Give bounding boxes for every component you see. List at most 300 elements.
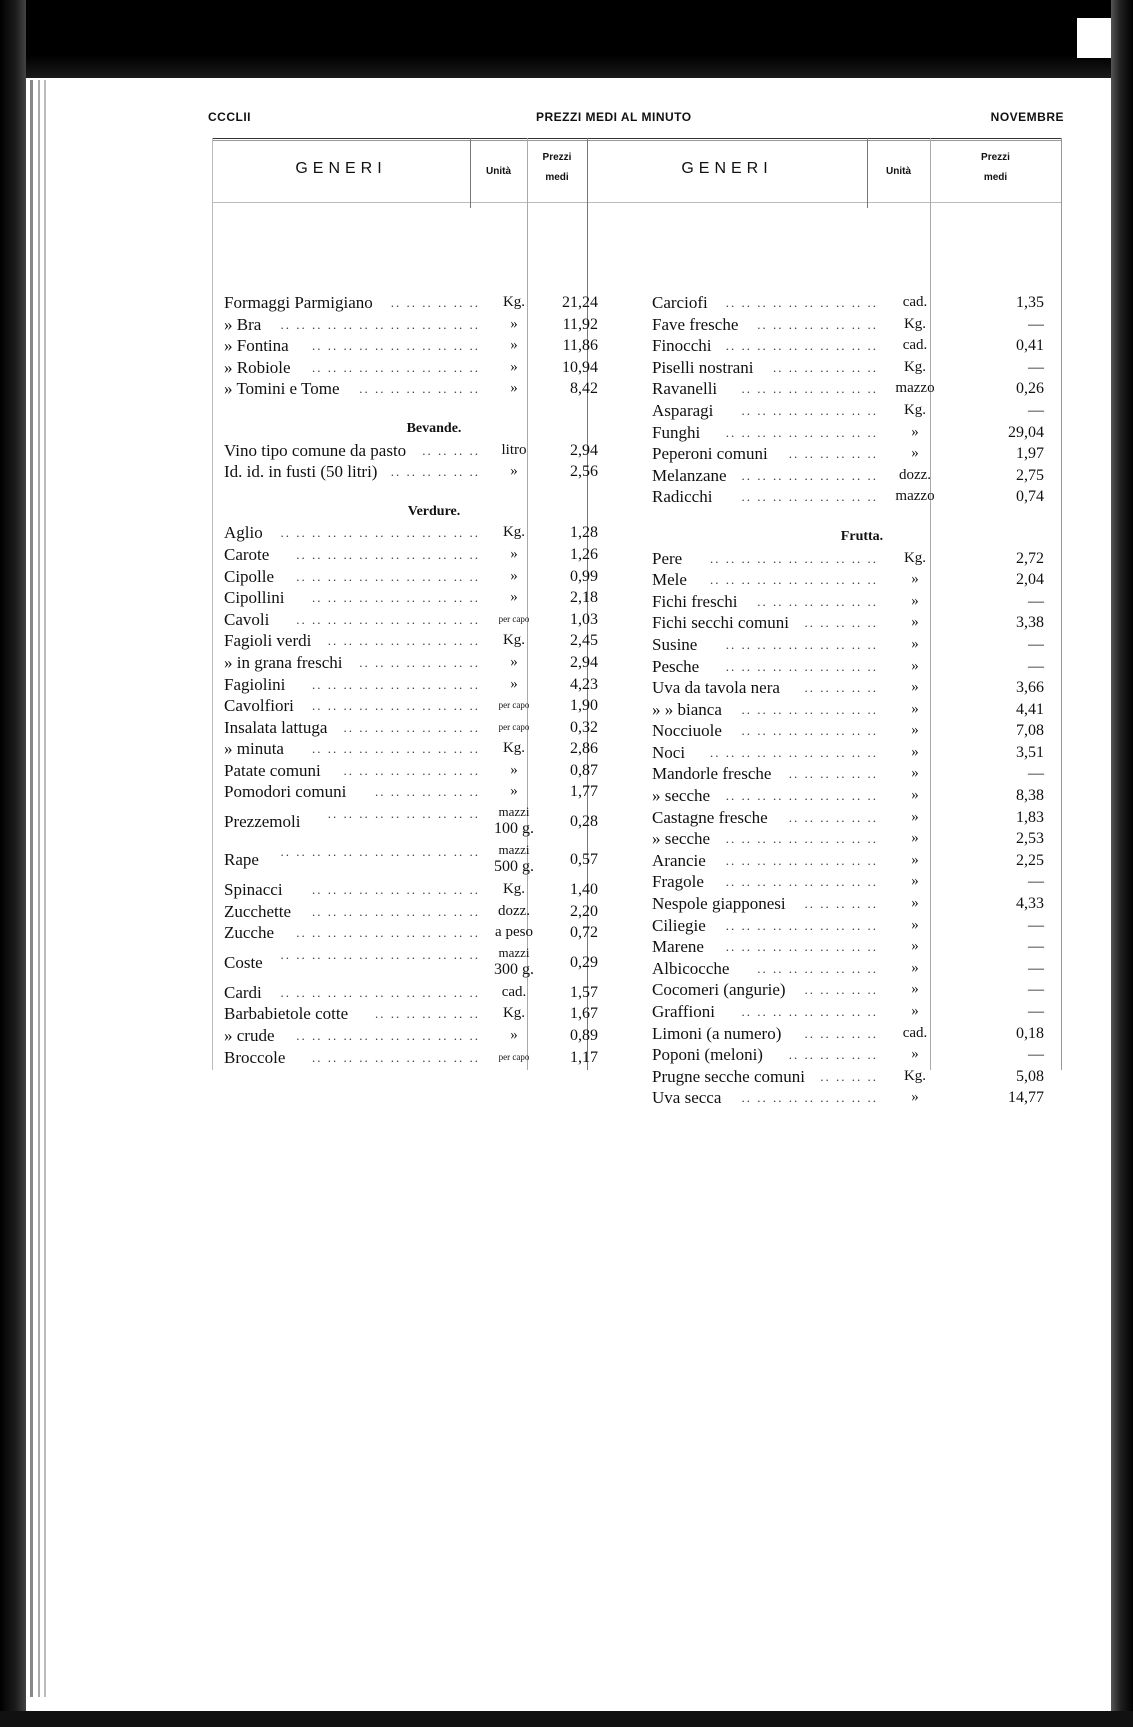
- table-row: [224, 944, 644, 982]
- scan-border-left: [0, 0, 26, 1727]
- table-row: [224, 440, 644, 462]
- item-price: 0,89: [570, 1027, 598, 1045]
- item-unit: »: [510, 545, 518, 562]
- item-unit: »: [911, 1089, 919, 1106]
- table-row: [652, 591, 1072, 613]
- page-edge-line: [30, 80, 33, 1697]
- item-price: 2,56: [570, 463, 598, 481]
- leader-dots: .. .. .. .. .. .. .. .. ..: [741, 402, 878, 418]
- leader-dots: .. .. .. .. .. .. .. .. ..: [343, 762, 480, 778]
- page-edge-line: [38, 80, 40, 1697]
- leader-dots: .. .. .. .. .. .. .. ..: [757, 593, 878, 609]
- leader-dots: .. .. .. .. .. .. .. .. ..: [741, 1004, 878, 1019]
- item-price: 2,18: [570, 589, 598, 607]
- scan-border-right: [1111, 0, 1133, 1727]
- item-unit: »: [510, 567, 518, 584]
- item-price: 1,90: [570, 697, 598, 715]
- item-price: —: [1028, 981, 1044, 999]
- table-row: [224, 738, 644, 760]
- table-row: [652, 465, 1072, 487]
- item-price: 10,94: [562, 358, 598, 376]
- item-price: 0,87: [570, 761, 598, 779]
- item-name: Fragole: [652, 872, 704, 892]
- scan-border-bottom: [0, 1711, 1133, 1727]
- item-price: 8,42: [570, 380, 598, 398]
- table-row: [652, 742, 1072, 764]
- item-price: 2,45: [570, 632, 598, 650]
- item-name: » crude: [224, 1026, 275, 1046]
- item-unit: »: [510, 675, 518, 692]
- table-row: [652, 292, 1072, 314]
- prezzi-line2: medi: [545, 172, 569, 183]
- table-row: [652, 958, 1072, 980]
- item-unit: Kg.: [903, 401, 927, 418]
- table-row: [652, 548, 1072, 570]
- item-name: Piselli nostrani: [652, 357, 754, 377]
- leader-dots: .. .. .. .. .. .. .. .. .. .. ..: [312, 676, 480, 692]
- item-price: 2,20: [570, 902, 598, 920]
- table-row: [224, 901, 644, 923]
- leader-dots: .. .. .. ..: [820, 1068, 878, 1084]
- leader-dots: .. .. .. .. .. .. .. .. .. .. ..: [710, 744, 878, 760]
- item-unit: per capo: [498, 1051, 530, 1062]
- table-row: [224, 1003, 644, 1025]
- item-name: Prezzemoli: [224, 812, 301, 832]
- item-price: 14,77: [1008, 1089, 1044, 1107]
- item-price: 2,86: [570, 740, 598, 758]
- item-unit: cad.: [902, 1024, 928, 1041]
- item-price: 3,66: [1016, 679, 1044, 697]
- leader-dots: .. .. .. .. .. ..: [390, 464, 480, 480]
- table-row: [652, 357, 1072, 379]
- leader-dots: .. .. .. .. .. .. .. .. .. .. .. .. ..: [280, 946, 480, 962]
- item-name: » Fontina: [224, 336, 289, 356]
- leader-dots: .. .. .. .. .. .. .. .. .. .. ..: [312, 903, 480, 919]
- table-row: [224, 982, 644, 1004]
- col-header-generi: GENERI: [295, 160, 387, 177]
- table-row: [652, 656, 1072, 678]
- table-row: [224, 674, 644, 696]
- item-unit: »: [911, 722, 919, 739]
- leader-dots: .. .. .. .. ..: [804, 680, 878, 696]
- item-price: 0,74: [1016, 488, 1044, 506]
- table-row: [224, 841, 644, 879]
- col-header-unita-right: Unità: [886, 166, 911, 177]
- item-price: 2,25: [1016, 851, 1044, 869]
- section-heading: [224, 418, 644, 440]
- item-name: » secche: [652, 829, 711, 849]
- leader-dots: .. .. .. .. .. .. .. .. .. .. .. .. ..: [280, 525, 480, 541]
- item-name: Vino tipo comune da pasto: [224, 440, 407, 460]
- leader-dots: .. .. .. .. ..: [804, 896, 878, 912]
- table-top-rule: [212, 140, 1062, 141]
- item-price: —: [1028, 657, 1044, 675]
- page-number: CCCLII: [208, 110, 251, 124]
- item-price: 1,28: [570, 524, 598, 542]
- item-price: —: [1028, 938, 1044, 956]
- table-row: [652, 378, 1072, 400]
- table-row: [224, 378, 644, 400]
- item-price: —: [1028, 592, 1044, 610]
- unit-line1: mazzi: [498, 842, 530, 858]
- item-unit: »: [911, 1003, 919, 1019]
- col-header-prezzi: [527, 148, 587, 188]
- leader-dots: .. .. .. .. .. .. .. .. .. .. .. .. ..: [280, 984, 480, 1000]
- table-row: [652, 486, 1072, 508]
- table-row: [224, 652, 644, 674]
- item-unit: Kg.: [502, 740, 526, 757]
- item-price: 4,23: [570, 675, 598, 693]
- item-name: Mele: [652, 570, 687, 590]
- item-unit: »: [911, 938, 919, 955]
- item-unit: »: [911, 679, 919, 696]
- item-unit: »: [510, 358, 518, 375]
- leader-dots: .. .. .. .. .. ..: [788, 446, 878, 462]
- table-row: [224, 760, 644, 782]
- item-name: Insalata lattuga: [224, 717, 328, 737]
- section-heading: [652, 526, 1072, 548]
- prezzi-line1: Prezzi: [542, 152, 572, 163]
- leader-dots: .. .. .. .. .. .. .. ..: [359, 381, 480, 397]
- table-row: [652, 612, 1072, 634]
- item-price: 1,57: [570, 983, 598, 1001]
- month-label: NOVEMBRE: [990, 110, 1064, 124]
- table-row: [652, 720, 1072, 742]
- item-unit: [486, 944, 542, 978]
- leader-dots: .. .. .. .. .. .. .. .. .. .. .. .. ..: [280, 316, 480, 332]
- item-unit: cad.: [902, 294, 928, 310]
- table-header-rule: [212, 202, 1062, 203]
- item-price: 1,83: [1016, 808, 1044, 826]
- item-unit: »: [911, 423, 919, 440]
- item-price: —: [1028, 358, 1044, 376]
- item-name: Cavoli: [224, 609, 270, 629]
- page-title: PREZZI MEDI AL MINUTO: [536, 110, 692, 124]
- item-unit: a peso: [495, 924, 533, 941]
- item-name: Mandorle fresche: [652, 764, 772, 784]
- item-name: Uva secca: [652, 1088, 722, 1108]
- leader-dots: .. .. .. .. ..: [804, 982, 878, 998]
- item-name: Fichi secchi comuni: [652, 613, 789, 633]
- leader-dots: .. .. .. .. .. ..: [788, 1047, 878, 1063]
- leader-dots: .. .. .. .. .. .. .. ..: [757, 960, 878, 976]
- unit-line2: 300 g.: [494, 960, 534, 978]
- table-row: [224, 922, 644, 944]
- item-name: Uva da tavola nera: [652, 678, 780, 698]
- item-name: Patate comuni: [224, 760, 321, 780]
- item-price: 1,26: [570, 545, 598, 563]
- item-name: Pesche: [652, 656, 700, 676]
- leader-dots: .. .. .. .. .. .. .. .. .. .. .. .. ..: [280, 844, 480, 860]
- item-name: Spinacci: [224, 880, 283, 900]
- leader-dots: .. .. .. .. .. .. .. .. .. .. ..: [312, 338, 480, 354]
- item-name: Fagiolini: [224, 674, 286, 694]
- item-price: 1,97: [1016, 445, 1044, 463]
- item-price: 2,04: [1016, 571, 1044, 589]
- item-price: 0,57: [570, 851, 598, 869]
- item-name: Pomodori comuni: [224, 782, 347, 802]
- leader-dots: .. .. .. .. .. .. .. .. .. .. .. ..: [296, 1028, 480, 1044]
- item-unit: Kg.: [502, 632, 526, 649]
- item-unit: »: [911, 895, 919, 912]
- item-price: 0,72: [570, 924, 598, 942]
- item-price: —: [1028, 873, 1044, 891]
- prezzi-line2: medi: [983, 172, 1008, 183]
- table-row: [224, 335, 644, 357]
- leader-dots: .. .. .. .. .. .. .. .. .. ..: [725, 424, 878, 440]
- item-unit: »: [911, 981, 919, 998]
- item-unit: »: [911, 787, 919, 804]
- item-unit: »: [510, 589, 518, 606]
- leader-dots: .. .. .. .. .. .. .. .. .. ..: [327, 633, 480, 649]
- item-name: Cavolfiori: [224, 696, 294, 716]
- item-price: 0,99: [570, 567, 598, 585]
- item-name: Coste: [224, 952, 263, 972]
- item-unit: »: [911, 614, 919, 631]
- item-unit: per capo: [498, 613, 530, 624]
- item-price: 0,29: [570, 953, 598, 971]
- leader-dots: .. .. .. .. .. .. .. .. .. .. ..: [710, 550, 878, 566]
- item-unit: »: [911, 916, 919, 933]
- scan-corner-notch: [1077, 18, 1111, 58]
- item-name: Zucche: [224, 923, 275, 943]
- table-row: [652, 1044, 1072, 1066]
- table-row: [652, 1023, 1072, 1045]
- item-price: —: [1028, 1003, 1044, 1020]
- leader-dots: .. .. .. .. .. .. .. .. ..: [741, 467, 878, 483]
- item-unit: »: [911, 851, 919, 868]
- table-row: [652, 871, 1072, 893]
- leader-dots: .. .. .. .. .. .. .. .. .. ..: [725, 831, 878, 847]
- item-unit: mazzo: [895, 380, 935, 397]
- item-name: Broccole: [224, 1047, 286, 1067]
- leader-dots: .. .. .. .. .. .. .. .. ..: [343, 719, 480, 735]
- item-price: 7,08: [1016, 722, 1044, 740]
- item-name: Limoni (a numero): [652, 1023, 782, 1043]
- item-unit: Kg.: [903, 358, 927, 375]
- item-price: 0,32: [570, 718, 598, 736]
- item-name: » in grana freschi: [224, 652, 343, 672]
- section-title: Bevande.: [406, 420, 462, 436]
- item-name: » » bianca: [652, 699, 722, 719]
- item-price: 1,03: [570, 610, 598, 628]
- item-price: 2,75: [1016, 466, 1044, 484]
- section-title: Frutta.: [840, 528, 884, 544]
- item-price: 0,26: [1016, 380, 1044, 398]
- item-name: » minuta: [224, 739, 284, 759]
- item-price: —: [1028, 765, 1044, 783]
- leader-dots: .. .. .. .. .. .. .. .. .. .. .. ..: [296, 611, 480, 627]
- item-unit: »: [510, 783, 518, 800]
- item-name: Ciliegie: [652, 915, 706, 935]
- left-item-list: [224, 292, 644, 1068]
- item-name: Nespole giapponesi: [652, 894, 786, 914]
- col-header-prezzi-right: [930, 148, 1061, 188]
- table-row: [652, 785, 1072, 807]
- leader-dots: .. .. .. .. .. .. .. .. .. .. .. ..: [296, 546, 480, 562]
- leader-dots: .. .. .. .. .. .. ..: [375, 1006, 480, 1022]
- item-unit: cad.: [902, 337, 928, 354]
- item-price: 8,38: [1016, 787, 1044, 805]
- table-top-rule: [212, 138, 1062, 139]
- table-row: [224, 803, 644, 841]
- leader-dots: .. .. .. .. .. .. .. .. ..: [741, 381, 878, 397]
- table-row: [652, 569, 1072, 591]
- item-unit: »: [911, 765, 919, 782]
- item-unit: Kg.: [903, 549, 927, 566]
- item-price: 0,41: [1016, 337, 1044, 355]
- table-row: [652, 828, 1072, 850]
- item-name: Nocciuole: [652, 721, 722, 741]
- item-name: Fichi freschi: [652, 591, 738, 611]
- item-name: Graffioni: [652, 1002, 715, 1021]
- leader-dots: .. .. .. .. .. ..: [390, 295, 480, 310]
- item-name: Cocomeri (angurie): [652, 980, 786, 1000]
- item-unit: litro: [501, 441, 527, 458]
- item-name: » secche: [652, 786, 711, 806]
- item-name: Marene: [652, 937, 704, 957]
- leader-dots: .. .. .. .. .. .. .. ..: [757, 316, 878, 332]
- leader-dots: .. .. .. .. .. .. .. .. .. ..: [725, 788, 878, 804]
- leader-dots: .. .. .. .. ..: [804, 1025, 878, 1041]
- item-name: Fagioli verdi: [224, 631, 312, 651]
- leader-dots: .. .. .. .. .. .. .. ..: [359, 654, 480, 670]
- leader-dots: .. .. .. .. .. .. .. .. .. .. .. ..: [296, 925, 480, 941]
- leader-dots: .. .. .. .. .. .. .. .. .. .. ..: [312, 1049, 480, 1065]
- unit-line2: 100 g.: [494, 820, 534, 838]
- leader-dots: .. .. .. .. .. .. .. .. .. ..: [725, 939, 878, 955]
- leader-dots: .. .. .. .. .. .. .. .. ..: [741, 489, 878, 505]
- table-row: [224, 522, 644, 544]
- item-unit: »: [911, 873, 919, 890]
- item-unit: [486, 803, 542, 837]
- item-unit: »: [510, 653, 518, 670]
- item-unit: dozz.: [898, 466, 932, 483]
- table-row: [224, 566, 644, 588]
- leader-dots: .. .. .. .. .. .. .. .. .. ..: [725, 874, 878, 890]
- item-unit: »: [911, 830, 919, 847]
- table-row: [224, 314, 644, 336]
- item-price: —: [1028, 1046, 1044, 1064]
- leader-dots: .. .. .. .. .. .. .. .. .. .. ..: [312, 882, 480, 898]
- item-unit: cad.: [501, 983, 527, 1000]
- item-name: Poponi (meloni): [652, 1045, 763, 1065]
- table-row: [652, 979, 1072, 1001]
- table-row: [224, 587, 644, 609]
- item-price: 2,94: [570, 441, 598, 459]
- item-price: 2,94: [570, 653, 598, 671]
- item-price: 1,17: [570, 1048, 598, 1066]
- item-price: 1,40: [570, 881, 598, 899]
- item-name: Arancie: [652, 850, 706, 870]
- item-unit: Kg.: [502, 881, 526, 898]
- table-row: [652, 807, 1072, 829]
- item-name: » Tomini e Tome: [224, 379, 340, 399]
- item-name: Finocchi: [652, 336, 712, 356]
- leader-dots: .. .. .. .. .. .. .. .. .. ..: [725, 636, 878, 652]
- item-name: » Robiole: [224, 357, 291, 377]
- table-row: [652, 1087, 1072, 1109]
- table-row: [652, 677, 1072, 699]
- table-row: [652, 699, 1072, 721]
- item-unit: »: [510, 337, 518, 354]
- table-row: [652, 634, 1072, 656]
- leader-dots: .. .. .. .. .. .. .. .. ..: [741, 701, 878, 717]
- item-unit: »: [911, 959, 919, 976]
- leader-dots: .. .. .. ..: [422, 442, 480, 458]
- item-price: —: [1028, 916, 1044, 934]
- leader-dots: .. .. .. .. .. .. .. .. .. .. .. ..: [296, 568, 480, 584]
- item-unit: per capo: [498, 700, 530, 711]
- table-row: [652, 400, 1072, 422]
- item-name: Cipolle: [224, 566, 275, 586]
- item-price: 11,86: [562, 337, 598, 355]
- leader-dots: .. .. .. .. .. .. .. .. .. ..: [725, 338, 878, 354]
- item-name: Formaggi Parmigiano: [224, 293, 373, 312]
- table-row: [224, 609, 644, 631]
- item-unit: »: [911, 592, 919, 609]
- item-price: 29,04: [1008, 423, 1044, 441]
- item-name: Castagne fresche: [652, 807, 768, 827]
- leader-dots: .. .. .. .. .. .. .. .. .. ..: [327, 806, 480, 822]
- leader-dots: .. .. .. .. .. .. .. .. .. .. ..: [312, 359, 480, 375]
- item-name: Prugne secche comuni: [652, 1066, 805, 1086]
- leader-dots: .. .. .. .. .. .. .. .. .. .. ..: [710, 572, 878, 588]
- leader-dots: .. .. .. .. .. .. .. .. .. ..: [725, 917, 878, 933]
- item-name: Zucchette: [224, 901, 292, 921]
- item-unit: »: [510, 463, 518, 480]
- item-unit: Kg.: [903, 1067, 927, 1084]
- item-price: 5,08: [1016, 1067, 1044, 1085]
- item-price: —: [1028, 635, 1044, 653]
- table-row: [224, 357, 644, 379]
- leader-dots: .. .. .. .. .. .. .. .. .. .. ..: [312, 590, 480, 606]
- unit-line2: 500 g.: [494, 858, 534, 876]
- table-row: [652, 314, 1072, 336]
- table-row: [652, 335, 1072, 357]
- item-price: 0,28: [570, 813, 598, 831]
- item-name: Carciofi: [652, 293, 708, 312]
- item-price: 0,18: [1016, 1024, 1044, 1042]
- table-row: [224, 695, 644, 717]
- table-row: [224, 461, 644, 483]
- item-name: Carote: [224, 544, 270, 564]
- item-price: 1,35: [1016, 294, 1044, 311]
- spacer: [224, 483, 644, 501]
- item-price: 4,41: [1016, 700, 1044, 718]
- item-price: 2,53: [1016, 830, 1044, 848]
- item-unit: Kg.: [903, 315, 927, 332]
- table-row: [652, 422, 1072, 444]
- item-name: Ravanelli: [652, 379, 718, 399]
- item-price: 1,77: [570, 783, 598, 801]
- table-row: [224, 717, 644, 739]
- table-row: [652, 850, 1072, 872]
- column-divider: [212, 138, 213, 1070]
- leader-dots: .. .. .. .. .. .. .. .. .. ..: [725, 658, 878, 674]
- item-unit: »: [911, 700, 919, 717]
- right-item-list: [652, 292, 1072, 1109]
- item-name: Cipollini: [224, 588, 285, 608]
- table-row: [224, 544, 644, 566]
- table-row: [224, 879, 644, 901]
- item-name: » Bra: [224, 314, 262, 334]
- leader-dots: .. .. .. .. .. .. .. .. ..: [741, 723, 878, 739]
- leader-dots: .. .. .. .. .. .. ..: [773, 359, 878, 375]
- section-title: Verdure.: [407, 503, 461, 519]
- leader-dots: .. .. .. .. ..: [804, 615, 878, 631]
- item-unit: »: [911, 445, 919, 462]
